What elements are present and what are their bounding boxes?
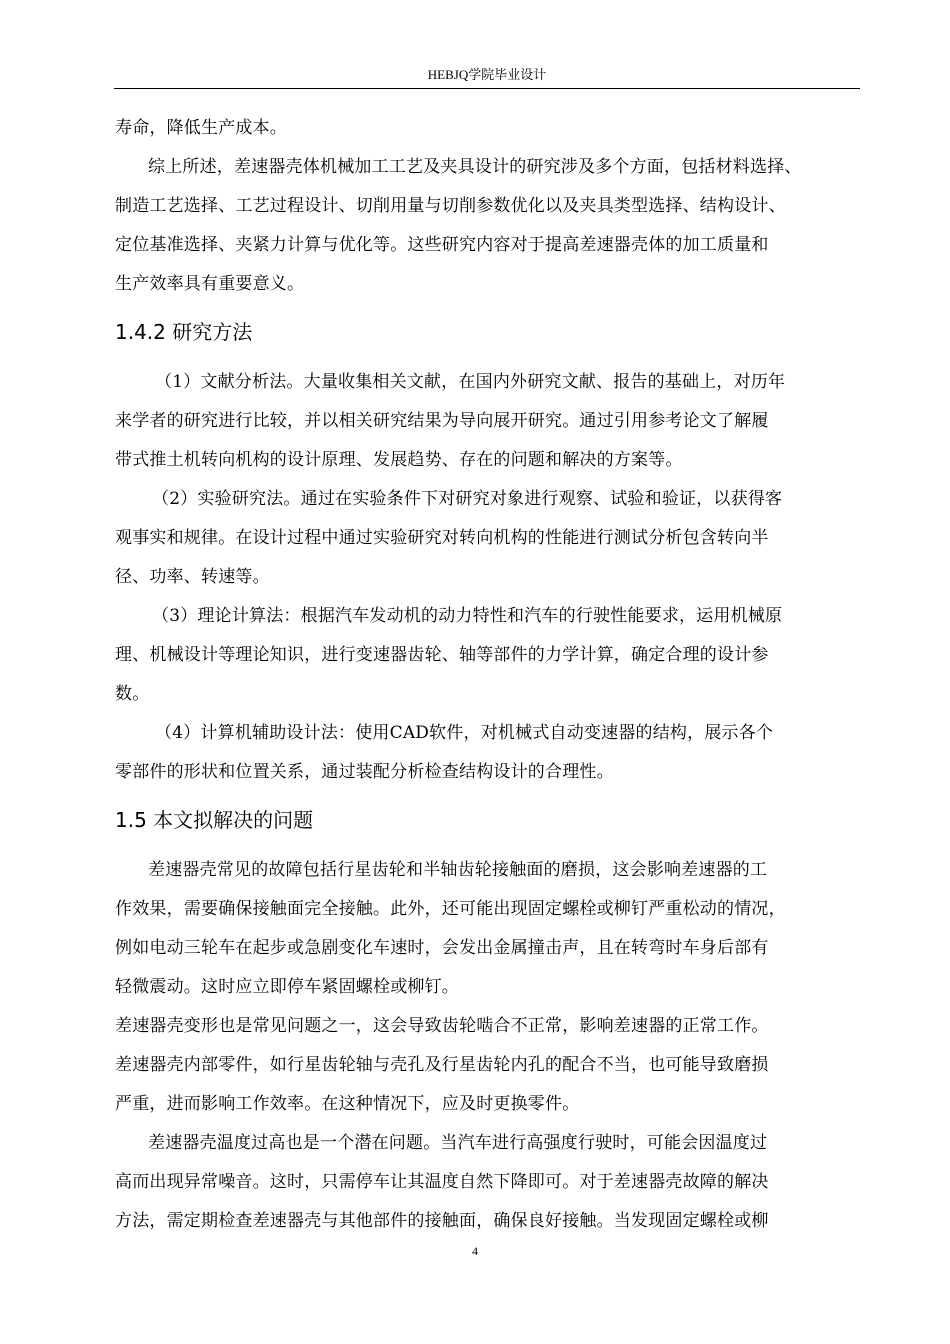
body-line: 严重，进而影响工作效率。在这种情况下，应及时更换零件。 xyxy=(115,1094,580,1114)
body-line: 定位基准选择、夹紧力计算与优化等。这些研究内容对于提高差速器壳体的加工质量和 xyxy=(115,235,769,255)
body-line: 差速器壳温度过高也是一个潜在问题。当汽车进行高强度行驶时，可能会因温度过 xyxy=(148,1133,768,1153)
body-line: 高而出现异常噪音。这时，只需停车让其温度自然下降即可。对于差速器壳故障的解决 xyxy=(115,1172,769,1192)
body-line: 方法，需定期检查差速器壳与其他部件的接触面，确保良好接触。当发现固定螺栓或柳 xyxy=(115,1211,769,1231)
body-line: 寿命，降低生产成本。 xyxy=(115,118,287,138)
body-line: 轻微震动。这时应立即停车紧固螺栓或柳钉。 xyxy=(115,977,459,997)
section-heading-1-5: 1.5 本文拟解决的问题 xyxy=(115,808,314,832)
page-number: 4 xyxy=(472,1244,478,1258)
body-line: 来学者的研究进行比较，并以相关研究结果为导向展开研究。通过引用参考论文了解履 xyxy=(115,411,769,431)
section-heading-1-4-2: 1.4.2 研究方法 xyxy=(115,320,253,344)
body-line: 作效果，需要确保接触面完全接触。此外，还可能出现固定螺栓或柳钉严重松动的情况， xyxy=(115,899,786,919)
body-line: 观事实和规律。在设计过程中通过实验研究对转向机构的性能进行测试分析包含转向半 xyxy=(115,528,769,548)
body-line: 差速器壳变形也是常见问题之一，这会导致齿轮啮合不正常，影响差速器的正常工作。 xyxy=(115,1016,769,1036)
body-line: 例如电动三轮车在起步或急剧变化车速时，会发出金属撞击声，且在转弯时车身后部有 xyxy=(115,938,769,958)
body-line: （2）实验研究法。通过在实验条件下对研究对象进行观察、试验和验证，以获得客 xyxy=(152,489,783,509)
body-line: 差速器壳常见的故障包括行星齿轮和半轴齿轮接触面的磨损，这会影响差速器的工 xyxy=(148,860,768,880)
body-line: 径、功率、转速等。 xyxy=(115,567,270,587)
body-line: 生产效率具有重要意义。 xyxy=(115,274,305,294)
body-line: （4）计算机辅助设计法：使用CAD软件，对机械式自动变速器的结构，展示各个 xyxy=(155,723,774,743)
body-line: 制造工艺选择、工艺过程设计、切削用量与切削参数优化以及夹具类型选择、结构设计、 xyxy=(115,196,786,216)
body-line: 数。 xyxy=(115,684,150,704)
body-line: 带式推土机转向机构的设计原理、发展趋势、存在的问题和解决的方案等。 xyxy=(115,450,683,470)
body-line: 零部件的形状和位置关系，通过装配分析检查结构设计的合理性。 xyxy=(115,762,614,782)
body-line: （3）理论计算法：根据汽车发动机的动力特性和汽车的行驶性能要求，运用机械原 xyxy=(152,606,783,626)
body-line: 综上所述，差速器壳体机械加工工艺及夹具设计的研究涉及多个方面，包括材料选择、 xyxy=(148,157,802,177)
body-line: 理、机械设计等理论知识，进行变速器齿轮、轴等部件的力学计算，确定合理的设计参 xyxy=(115,645,769,665)
body-line: 差速器壳内部零件，如行星齿轮轴与壳孔及行星齿轮内孔的配合不当，也可能导致磨损 xyxy=(115,1055,769,1075)
body-line: （1）文献分析法。大量收集相关文献，在国内外研究文献、报告的基础上，对历年 xyxy=(155,372,786,392)
page-header: HEBJQ学院毕业设计 xyxy=(114,66,860,89)
